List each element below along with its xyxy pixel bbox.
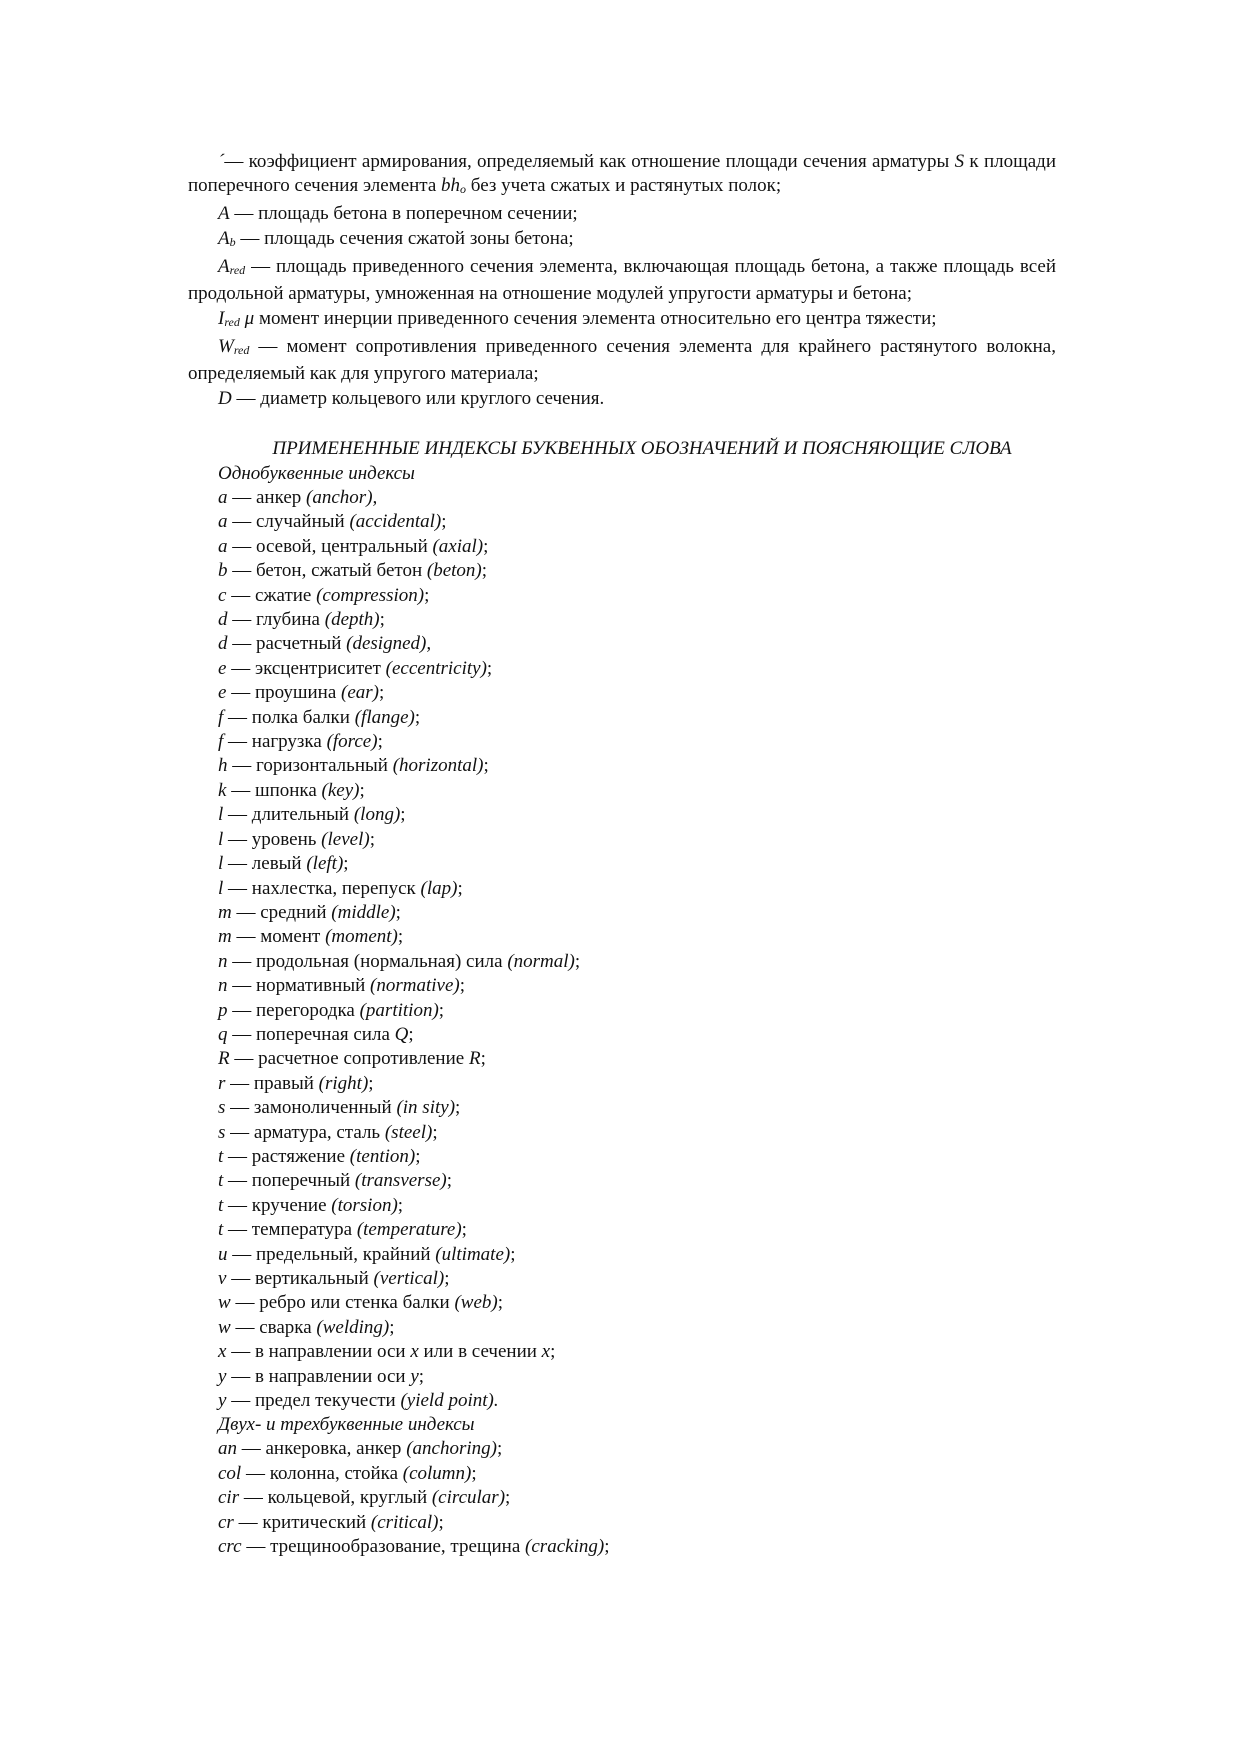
index-symbol: e [218, 657, 227, 679]
symbol: W [218, 336, 234, 357]
index-english-term: (normative) [370, 975, 460, 997]
index-description: — кручение [223, 1194, 332, 1216]
index-symbol: w [218, 1292, 231, 1314]
index-item [188, 486, 1056, 510]
index-english-term: (anchoring) [406, 1438, 497, 1460]
index-punctuation: ; [497, 1292, 504, 1314]
document-page [188, 150, 1056, 1559]
index-description: — эксцентриситет [226, 657, 386, 679]
index-punctuation: ; [395, 901, 401, 923]
index-item [188, 559, 1056, 583]
index-english-term: (in sity) [396, 1097, 456, 1119]
index-item [188, 1096, 1056, 1120]
index-punctuation: ; [415, 1145, 421, 1167]
symbol: D [218, 388, 232, 409]
index-item [188, 1243, 1056, 1267]
index-english-term: R [468, 1048, 481, 1070]
index-english-term: (cracking) [525, 1536, 605, 1558]
index-item [188, 1535, 1056, 1559]
index-punctuation: ; [505, 1487, 511, 1509]
definition-mu [188, 150, 1056, 201]
index-symbol: t [218, 1170, 224, 1192]
index-punctuation: ; [377, 731, 383, 753]
index-description: — предельный, крайний [227, 1243, 436, 1265]
index-symbol: k [218, 779, 227, 801]
index-symbol: x [218, 1341, 227, 1363]
index-punctuation: ; [455, 1097, 461, 1119]
index-description: — бетон, сжатый бетон [227, 560, 427, 582]
index-english-term: (accidental) [349, 511, 442, 533]
index-symbol: m [218, 901, 232, 923]
index-item [188, 584, 1056, 608]
index-english-term: (yield point). [400, 1390, 499, 1412]
index-description: — в направлении оси [226, 1365, 411, 1387]
index-english-term: (eccentricity) [385, 657, 487, 679]
index-item [188, 999, 1056, 1023]
index-english-term: (moment) [325, 926, 398, 948]
index-symbol: R [218, 1048, 230, 1070]
index-item [188, 1511, 1056, 1535]
index-punctuation: ; [510, 1243, 516, 1265]
definitions-block [188, 150, 1056, 411]
index-description: — осевой, центральный [227, 535, 433, 557]
index-punctuation: ; [414, 706, 421, 728]
index-english-term: x [410, 1341, 419, 1363]
index-item [188, 1486, 1056, 1510]
index-item [188, 925, 1056, 949]
single-letter-index-list [188, 486, 1056, 1413]
index-punctuation: ; [461, 1219, 467, 1241]
index-description: — горизонтальный [227, 755, 393, 777]
index-english-term: (beton) [426, 560, 482, 582]
index-description: — кольцевой, круглый [239, 1487, 432, 1509]
index-english-term: (horizontal) [392, 755, 484, 777]
index-description: — сжатие [226, 584, 317, 606]
symbol: S [954, 151, 965, 172]
index-english-term: (temperature) [356, 1219, 462, 1241]
index-item [188, 803, 1056, 827]
index-description: — средний [231, 901, 332, 923]
definition-text: без учета сжатых и растянутых полок; [466, 175, 782, 196]
index-symbol: t [218, 1219, 224, 1241]
index-description: — глубина [227, 609, 325, 631]
index-english-term: (column) [402, 1462, 472, 1484]
index-symbol: t [218, 1194, 224, 1216]
index-symbol: l [218, 828, 224, 850]
index-item [188, 877, 1056, 901]
index-english-term: (tention) [349, 1145, 416, 1167]
index-description: — полка балки [223, 706, 355, 728]
index-item [188, 1340, 1056, 1364]
index-english-term: (welding) [316, 1316, 390, 1338]
index-symbol: y [218, 1390, 227, 1412]
index-punctuation: ; [459, 975, 465, 997]
index-item [188, 974, 1056, 998]
index-punctuation: ; [446, 1170, 453, 1192]
index-punctuation: ; [471, 1462, 477, 1484]
index-item [188, 1121, 1056, 1145]
index-punctuation: ; [397, 1194, 404, 1216]
definition-text: — площадь бетона в поперечном сечении; [229, 203, 578, 224]
index-description: — нормативный [227, 975, 371, 997]
index-punctuation: ; [369, 828, 375, 850]
index-english-term: (ultimate) [435, 1243, 511, 1265]
index-symbol: cir [218, 1487, 240, 1509]
symbol: A [218, 228, 230, 249]
index-symbol: an [218, 1438, 237, 1460]
index-english-term: (designed), [346, 633, 432, 655]
subscript: red [224, 315, 240, 329]
index-english-term: (flange) [354, 706, 415, 728]
index-english-term: (circular) [431, 1487, 506, 1509]
index-english-term: y [410, 1365, 419, 1387]
index-item [188, 901, 1056, 925]
multi-letter-title: Двух- и трехбуквенные индексы [218, 1414, 475, 1436]
index-symbol: l [218, 804, 224, 826]
index-punctuation: ; [496, 1438, 503, 1460]
subscript: red [233, 343, 250, 357]
index-item [188, 535, 1056, 559]
section-heading: ПРИМЕНЕННЫЕ ИНДЕКСЫ БУКВЕННЫХ ОБОЗНАЧЕНИЙ И ПОЯСНЯЮЩИЕ СЛОВА [272, 438, 1012, 459]
index-description: — расчетный [227, 633, 347, 655]
index-item [188, 754, 1056, 778]
index-symbol: p [218, 999, 228, 1021]
symbol: ´ [218, 151, 225, 172]
definition-Wred [188, 335, 1056, 386]
index-symbol: t [218, 1145, 224, 1167]
index-punctuation: ; [379, 609, 385, 631]
symbol: μ [239, 308, 255, 329]
index-description: — левый [223, 853, 307, 875]
index-description: — ребро или стенка балки [230, 1292, 455, 1314]
index-description: — замоноличенный [225, 1097, 397, 1119]
index-symbol: w [218, 1316, 231, 1338]
index-english-term: (depth) [324, 609, 380, 631]
index-punctuation: или в сечении [418, 1341, 542, 1363]
index-punctuation: ; [343, 853, 349, 875]
index-symbol: h [218, 755, 228, 777]
index-item [188, 510, 1056, 534]
definition-D [188, 387, 1056, 411]
index-description: — предел текучести [226, 1390, 401, 1412]
index-symbol: a [218, 511, 228, 533]
symbol: A [218, 256, 230, 277]
definition-A [188, 202, 1056, 226]
index-punctuation: ; [408, 1023, 414, 1045]
index-punctuation: ; [397, 926, 404, 948]
index-description: — поперечный [223, 1170, 355, 1192]
index-item [188, 1462, 1056, 1486]
index-symbol: a [218, 487, 228, 508]
definition-text: момент инерции приведенного сечения элемента относительно его центра тяжести; [254, 308, 937, 329]
index-description: — колонна, стойка [241, 1462, 403, 1484]
index-english-term: (force) [326, 731, 378, 753]
index-punctuation: ; [418, 1365, 425, 1387]
index-symbol: y [218, 1365, 227, 1387]
symbol: bh [441, 175, 461, 196]
definition-text: — диаметр кольцевого или круглого сечения. [231, 388, 605, 409]
index-english-term: (ear) [341, 682, 380, 704]
index-symbol: d [218, 609, 228, 631]
index-item [188, 1389, 1056, 1413]
index-symbol: c [218, 584, 227, 606]
index-description: — анкер [227, 487, 307, 508]
index-symbol: e [218, 682, 227, 704]
index-item [188, 1145, 1056, 1169]
subscript: o [460, 182, 467, 196]
index-punctuation: ; [359, 779, 365, 801]
index-symbol: l [218, 853, 224, 875]
subscript: b [229, 235, 236, 249]
definition-Ab [188, 227, 1056, 254]
index-item [188, 950, 1056, 974]
index-punctuation: ; [432, 1121, 438, 1143]
index-description: — проушина [226, 682, 342, 704]
index-item [188, 1047, 1056, 1071]
index-description: — уровень [223, 828, 322, 850]
index-item [188, 1072, 1056, 1096]
index-english-term: (level) [321, 828, 370, 850]
index-symbol: f [218, 731, 224, 753]
index-english-term: (transverse) [354, 1170, 447, 1192]
index-punctuation: ; [483, 535, 489, 557]
index-english-term: (middle) [331, 901, 396, 923]
index-punctuation: ; [424, 584, 430, 606]
index-english-term: (critical) [370, 1511, 439, 1533]
index-item [188, 1365, 1056, 1389]
index-symbol: cr [218, 1511, 234, 1533]
index-symbol: n [218, 975, 228, 997]
index-description: — правый [225, 1072, 319, 1094]
index-description: — продольная (нормальная) сила [227, 950, 508, 972]
index-punctuation: ; [389, 1316, 395, 1338]
index-item [188, 1194, 1056, 1218]
index-english-term: (normal) [507, 950, 575, 972]
index-english-term: (key) [321, 779, 360, 801]
index-item [188, 1169, 1056, 1193]
definition-Ired [188, 307, 1056, 334]
index-symbol: v [218, 1268, 227, 1289]
index-english-term: (left) [306, 853, 344, 875]
definition-text: — площадь приведенного сечения элемента, включающая площадь бетона, а также площадь всей продольной арматуры, умноженная на отношение модулей упругости арматуры и бетона; [188, 256, 1056, 304]
index-symbol: u [218, 1243, 228, 1265]
index-description: — нахлестка, перепуск [223, 877, 421, 899]
index-symbol: s [218, 1097, 226, 1119]
index-description: — растяжение [223, 1145, 350, 1167]
index-english-term: (anchor), [306, 487, 378, 508]
definition-text: — площадь сечения сжатой зоны бетона; [235, 228, 574, 249]
index-punctuation: ; [379, 682, 385, 704]
index-symbol: r [218, 1072, 226, 1094]
index-english-term: x [541, 1341, 551, 1363]
index-item [188, 828, 1056, 852]
index-item [188, 779, 1056, 803]
index-english-term: (long) [353, 804, 401, 826]
index-item [188, 730, 1056, 754]
symbol: A [218, 203, 230, 224]
index-description: — арматура, сталь [225, 1121, 385, 1143]
index-item [188, 852, 1056, 876]
index-item [188, 657, 1056, 681]
index-item [188, 1437, 1056, 1461]
index-symbol: b [218, 560, 228, 582]
index-item [188, 1023, 1056, 1047]
index-description: — длительный [223, 804, 354, 826]
index-english-term: (partition) [359, 999, 439, 1021]
subscript: red [229, 263, 246, 277]
index-english-term: (right) [318, 1072, 369, 1094]
index-english-term: (torsion) [331, 1194, 398, 1216]
index-symbol: q [218, 1023, 228, 1045]
index-item [188, 1316, 1056, 1340]
index-description: — анкеровка, анкер [237, 1438, 407, 1460]
index-punctuation: ; [481, 560, 488, 582]
index-english-term: (steel) [384, 1121, 433, 1143]
symbol: I [218, 308, 225, 329]
index-punctuation: ; [574, 950, 581, 972]
index-item [188, 1267, 1056, 1291]
index-description: — вертикальный [226, 1268, 374, 1289]
index-symbol: f [218, 706, 224, 728]
definition-Ared [188, 255, 1056, 306]
index-english-term: (vertical) [373, 1268, 445, 1289]
index-english-term: (axial) [432, 535, 484, 557]
index-item [188, 681, 1056, 705]
index-description: — температура [223, 1219, 357, 1241]
index-punctuation: ; [550, 1341, 556, 1363]
index-symbol: s [218, 1121, 226, 1143]
index-description: — трещинообразование, трещина [241, 1536, 526, 1558]
single-letter-title: Однобуквенные индексы [218, 463, 415, 484]
definition-text: — коэффициент армирования, определяемый как отношение площади сечения арматуры [224, 151, 955, 172]
index-item [188, 1291, 1056, 1315]
index-symbol: l [218, 877, 224, 899]
index-punctuation: ; [604, 1536, 610, 1558]
index-english-term: (lap) [420, 877, 458, 899]
index-description: — перегородка [227, 999, 360, 1021]
index-description: — момент [231, 926, 326, 948]
index-description: — нагрузка [223, 731, 327, 753]
definition-text: — момент сопротивления приведенного сечения элемента для крайнего растянутого волокна, определяемый как для упругого материала; [188, 336, 1056, 384]
index-punctuation: ; [480, 1048, 486, 1070]
index-description: — в направлении оси [226, 1341, 411, 1363]
index-punctuation: ; [457, 877, 463, 899]
index-punctuation: ; [438, 999, 445, 1021]
multi-letter-index-list [188, 1437, 1056, 1559]
index-item [188, 1218, 1056, 1242]
definition-text: к площади поперечного сечения элемента [188, 151, 1056, 196]
index-punctuation: ; [444, 1268, 450, 1289]
index-symbol: crc [218, 1536, 242, 1558]
index-item [188, 608, 1056, 632]
index-symbol: d [218, 633, 228, 655]
index-punctuation: ; [486, 657, 493, 679]
index-description: — шпонка [226, 779, 322, 801]
index-symbol: n [218, 950, 228, 972]
index-item [188, 632, 1056, 656]
index-description: — критический [233, 1511, 371, 1533]
index-item [188, 706, 1056, 730]
index-english-term: (compression) [316, 584, 425, 606]
index-punctuation: ; [483, 755, 489, 777]
index-punctuation: ; [441, 511, 447, 533]
index-symbol: m [218, 926, 232, 948]
index-description: — сварка [230, 1316, 317, 1338]
index-symbol: col [218, 1462, 242, 1484]
index-description: — случайный [227, 511, 350, 533]
index-english-term: Q [394, 1023, 409, 1045]
index-punctuation: ; [438, 1511, 444, 1533]
index-description: — поперечная сила [227, 1023, 395, 1045]
index-description: — расчетное сопротивление [229, 1048, 469, 1070]
index-punctuation: ; [400, 804, 406, 826]
index-punctuation: ; [368, 1072, 374, 1094]
index-symbol: a [218, 535, 228, 557]
index-english-term: (web) [454, 1292, 498, 1314]
